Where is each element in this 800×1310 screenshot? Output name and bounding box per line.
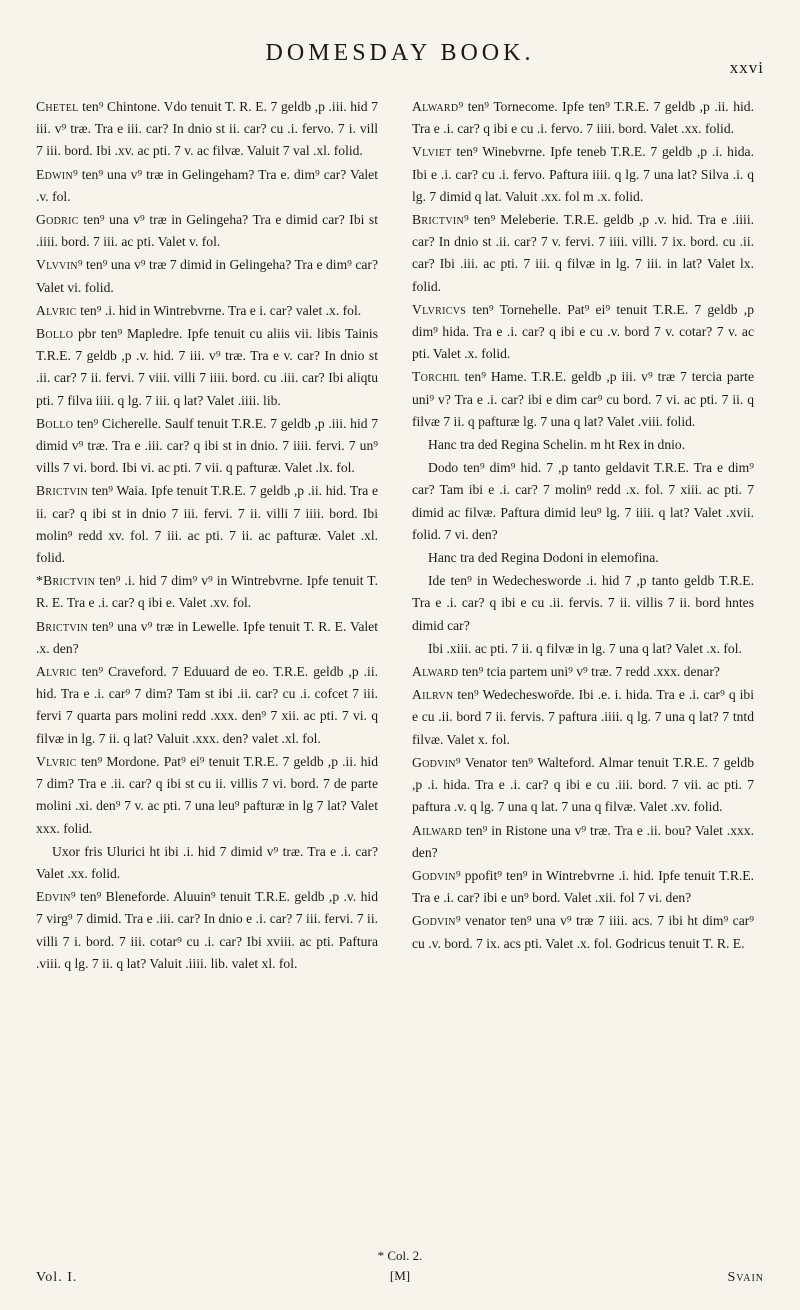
entry-paragraph [412,547,754,569]
entry-paragraph [412,865,754,909]
entry-text: pbr ten⁹ Mapledre. Ipfe tenuit cu aliis vii. libis Tainis T.R.E. 7 geldb ,p .v. hid. 7 iii. v⁹ træ. Tra e v. car? In dnio st .ii. car? 7 ii. fervi. 7 viii. villi 7 iiii. bord. cu .iii. car? Ibi aliqtu pti. 7 filva iiii. q lg. 7 iii. q lat? Valet .iiii. lib. [36,326,378,408]
entry-paragraph [412,910,754,954]
entry-paragraph [412,457,754,546]
entry-lead-name: Vlvric [36,753,77,769]
entry-paragraph [412,209,754,298]
entry-lead-name: Bollo [36,326,74,342]
entry-paragraph [36,254,378,298]
entry-lead-name: Alward [412,664,459,680]
entry-lead-name: Ailward [412,822,463,838]
entry-lead-name: *Brictvin [36,573,96,589]
entry-paragraph [412,752,754,819]
entry-text: ten⁹ Hame. T.R.E. geldb ,p iii. v⁹ træ 7 tercia parte uni⁹ v? Tra e .i. car? ibi e dim car⁹ cu bord. 7 vi. ac pti. 7 ii. q filvæ 7 ii. q pafturæ lg. 7 una q lat? Valet .viii. folid. [412,369,754,429]
entry-lead-name: Godric [36,212,79,228]
entry-text: ten⁹ tcia partem uni⁹ v⁹ træ. 7 redd .xxx. denar? [458,664,720,680]
entry-paragraph [36,300,378,322]
entry-text: ten⁹ Mordone. Pat⁹ ei⁹ tenuit T.R.E. 7 geldb ,p .ii. hid 7 dim? Tra e .ii. car? q ibi st cu ii. villis 7 vi. bord. 7 de parte molini .xi. den⁹ 7 v. ac pti. 7 una leu⁹ pafturæ in lg 7 lat? Valet xxx. folid. [36,753,378,836]
entry-paragraph [36,209,378,253]
entry-text: ⁹ ten⁹ Meleberie. T.R.E. geldb ,p .v. hid. Tra e .iiii. car? In dnio st .ii. car? 7 v. fervi. 7 iiii. villi. 7 ix. bord. cu .ii. car? Ibi .iii. ac pti. 7 iii. q filvæ in lg. 7 iii. in lat? Valet lx. folid. [412,212,754,294]
entry-text: ten⁹ una v⁹ træ in Gelingeha? Tra e dimid car? Ibi st .iiii. bord. 7 iii. ac pti. Valet v. fol. [36,212,378,250]
entry-text: Uxor fris Ulurici ht ibi .i. hid 7 dimid v⁹ træ. Tra e .i. car? Valet .xx. folid. [36,843,378,881]
entry-text: ten⁹ Cicherelle. Saulf tenuit T.R.E. 7 geldb ,p .iii. hid 7 dimid v⁹ træ. Tra e .iii. car? q ibi st in dnio. 7 iiii. fervi. 7 un⁹ vills 7 vi. bord. Ibi vi. ac pti. 7 vii. q pafturæ. Valet .lx. fol. [36,415,378,476]
footnote-marker: * Col. 2. [377,1248,423,1263]
entry-paragraph [36,570,378,614]
entry-paragraph [412,96,754,140]
entry-paragraph [36,96,378,163]
entry-text: ⁹ venator ten⁹ una v⁹ træ 7 iiii. acs. 7 ibi ht dim⁹ car⁹ cu .v. bord. 7 ix. acs pti. Valet .x. fol. Godricus tenuit T. R. E. [412,913,754,951]
entry-text: ten⁹ Craveford. 7 Eduuard de eo. T.R.E. geldb ,p .ii. hid. Tra e .i. car⁹ 7 dim? Tam st ibi .ii. car? cu .i. cofcet 7 iii. fervi 7 quarta pars molini redd .xxx. den⁹ 7 xii. ac pti. 7 vi. q filvæ in lg. 7 ii. q lat? Valuit .xxx. den? valet .xl. fol. [36,664,378,746]
entry-text: ⁹ Venator ten⁹ Walteford. Almar tenuit T.R.E. 7 geldb ,p .i. hida. Tra e .i. car? q ibi e cu .iii. bord. 7 vii. ac pti. 7 paftura .v. q lg. 7 una q lat. 7 una q filvæ. Valet .xv. folid. [412,754,754,815]
entry-text: Hanc tra ded Regina Dodoni in elemofina. [428,550,659,566]
entry-lead-name: Godvin [412,754,456,770]
volume-label: Vol. I. [36,1270,78,1285]
entry-text: Ibi .xiii. ac pti. 7 ii. q filvæ in lg. 7 una q lat? Valet .x. fol. [428,640,742,656]
entry-lead-name: Edvin [36,889,71,905]
entry-lead-name: Alward [412,99,459,114]
entry-paragraph [412,638,754,660]
entry-lead-name: Torchil [412,369,460,385]
entry-paragraph [36,164,378,208]
page-number: xxvi [729,58,764,77]
entry-text: Hanc tra ded Regina Schelin. m ht Rex in dnio. [428,437,686,453]
entry-paragraph [36,323,378,412]
running-head: DOMESDAY BOOK. [265,40,535,66]
entry-text: Dodo ten⁹ dim⁹ hid. 7 ,p tanto geldavit T.R.E. Tra e dim⁹ car? Tam ibi e .i. car? 7 molin⁹ redd .x. fol. 7 xiii. ac pti. 7 dimid ac filvæ. Paftura dimid leu⁹ lg. 7 iiii. q lat? Valet .xvii. folid. 7 vi. den? [412,460,754,542]
entry-paragraph [412,141,754,208]
entry-paragraph [36,661,378,750]
entry-text: ten⁹ in Ristone una v⁹ træ. Tra e .ii. bou? Valet .xxx. den? [412,822,754,860]
entry-lead-name: Vlvvin [36,257,78,273]
entry-text: ten⁹ Waia. Ipfe tenuit T.R.E. 7 geldb ,p .ii. hid. Tra e ii. car? q ibi st in dnio 7 iii. fervi. 7 ii. villi 7 iiii. bord. Ibi molin⁹ redd xv. fol. 7 iii. ac pti. 7 ii. ac pafturæ. Valet .xl. folid. [36,483,378,566]
right-column [412,96,754,956]
entry-lead-name: Vlvricvs [412,301,467,317]
entry-lead-name: Vlviet [412,144,452,160]
entry-text: ⁹ ten⁹ Bleneforde. Aluuin⁹ tenuit T.R.E. geldb ,p .v. hid 7 virg⁹ 7 dimid. Tra e .iii. car? In dnio e .i. car? 7 iii. fervi. 7 ii. villi 7 i. bord. 7 iii. cotar⁹ cu .i. car? Ibi xviii. ac pti. Paftura .viii. q lg. 7 ii. q lat? Valuit .iiii. lib. valet xl. fol. [36,889,378,971]
entry-paragraph [412,684,754,751]
entry-text: ⁹ ten⁹ una v⁹ træ in Gelingeham? Tra e. dim⁹ car? Valet .v. fol. [36,166,378,204]
entry-paragraph [412,661,754,683]
catchword: Svain [727,1270,764,1285]
entry-lead-name: Godvin [412,867,456,883]
entry-paragraph [412,434,754,456]
entry-text: ten⁹ .i. hid 7 dim⁹ v⁹ in Wintrebvrne. Ipfe tenuit T. R. E. Tra e .i. car? q ibi e. Valet .xv. fol. [36,573,378,611]
entry-paragraph [412,820,754,864]
entry-paragraph [36,841,378,885]
entry-lead-name: Bollo [36,415,74,431]
entry-lead-name: Brictvin [412,212,465,228]
entry-lead-name: Godvin [412,913,456,929]
entry-lead-name: Brictvin [36,618,89,634]
entry-lead-name: Brictvin [36,483,89,499]
entry-text: ⁹ ten⁹ una v⁹ træ 7 dimid in Gelingeha? Tra e dim⁹ car? Valet vi. folid. [36,257,378,295]
entry-paragraph [36,751,378,840]
entry-text: Ide ten⁹ in Wedechesworde .i. hid 7 ,p tanto geldb T.R.E. Tra e .i. car? q ibi e cu .ii. fervis. 7 ii. villis 7 ii. bord hntes dimid car? [412,573,754,633]
entry-text: ten⁹ Tornehelle. Pat⁹ ei⁹ tenuit T.R.E. 7 geldb ,p dim⁹ hida. Tra e .i. car? q ibi e cu .v. bord 7 v. cotar? 7 v. ac pti. Valet .x. folid. [412,301,754,362]
entry-paragraph [412,366,754,433]
entry-paragraph [36,886,378,975]
signature-mark: [M] [389,1268,411,1283]
entry-text: ten⁹ una v⁹ træ in Lewelle. Ipfe tenuit T. R. E. Valet .x. den? [36,618,378,656]
entry-lead-name: Edwin [36,166,74,182]
entry-text: ten⁹ .i. hid in Wintrebvrne. Tra e i. car? valet .x. fol. [76,302,362,318]
entry-text: ten⁹ Winebvrne. Ipfe teneb T.R.E. 7 geldb ,p .i. hida. Ibi e .i. car? cu .i. fervo. Paftura iiii. q lg. 7 una lat? Silva .i. q lg. 7 dimid q lat. Valuit .xx. fol m .x. folid. [412,144,754,204]
entry-paragraph [36,616,378,660]
entry-text: ten⁹ Chintone. Vdo tenuit T. R. E. 7 geldb ,p .iii. hid 7 iii. v⁹ træ. Tra e iii. car? In dnio st ii. car? cu .i. fervo. 7 i. vill 7 iii. bord. Ibi .xv. ac pti. 7 v. ac filvæ. Valuit 7 val .xl. folid. [36,99,378,159]
entry-paragraph [412,570,754,637]
entry-lead-name: Alvric [36,302,77,318]
entry-text: ⁹ ten⁹ Tornecome. Ipfe ten⁹ T.R.E. 7 geldb ,p .ii. hid. Tra e .i. car? q ibi e cu .i. fervo. 7 iiii. bord. Valet .xx. folid. [412,99,754,137]
entry-paragraph [36,480,378,569]
entry-text: ten⁹ Wedecheswor̄de. Ibi .e. i. hida. Tra e .i. car⁹ q ibi e cu .ii. bord 7 ii. fervis. 7 paftura .iiii. q lg. 7 una q lat? 7 tntd filvæ. Valet x. fol. [412,687,754,747]
entry-lead-name: Alvric [36,664,77,680]
entry-paragraph [412,299,754,366]
entry-lead-name: Ailrvn [412,687,454,703]
left-column [36,96,378,976]
entry-text: ⁹ ppofit⁹ ten⁹ in Wintrebvrne .i. hid. Ipfe tenuit T.R.E. Tra e .i. car? ibi e un⁹ bord. Valet .xii. fol 7 vi. den? [412,867,754,906]
entry-paragraph [36,413,378,480]
entry-lead-name: Chetel [36,99,79,114]
